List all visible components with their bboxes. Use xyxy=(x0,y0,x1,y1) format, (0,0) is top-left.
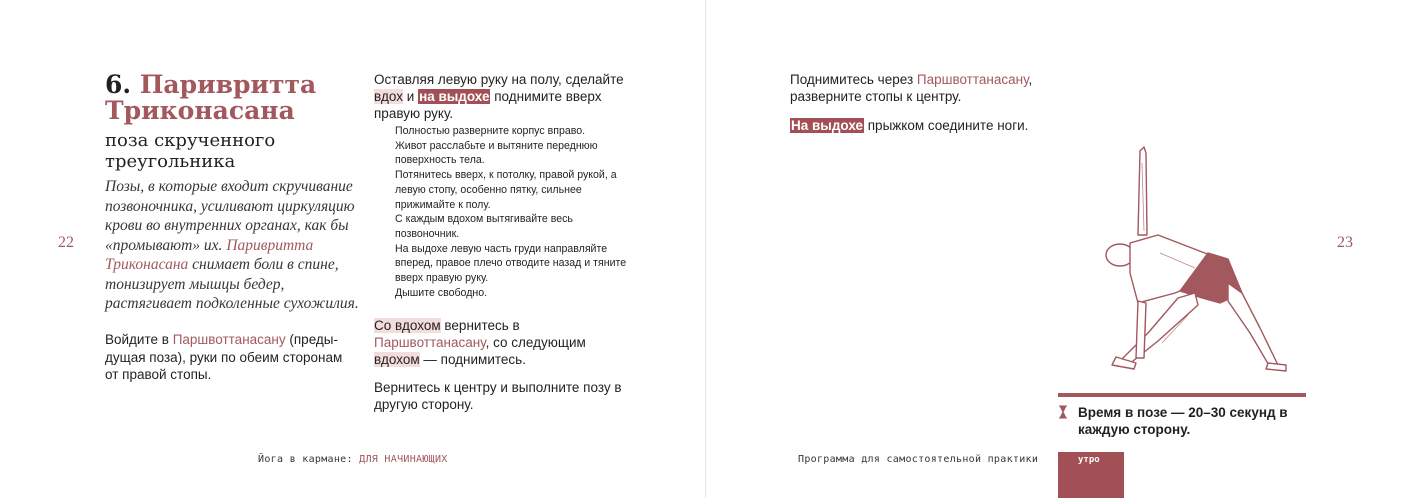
pose-link[interactable]: Паршвоттанасану xyxy=(374,335,486,351)
detail-item: На выдохе левую часть груди направляйте вперед, правое плечо отводите назад и тяните вверх правую руку. xyxy=(395,242,627,285)
hold-time-text: Время в позе — 20–30 секунд в каждую сторону. xyxy=(1078,405,1288,437)
book-spine xyxy=(705,0,706,498)
detail-item: Дышите свободно. xyxy=(395,286,488,299)
pose-subtitle: поза скрученного треугольника xyxy=(105,130,276,172)
pose-number: 6. xyxy=(105,70,132,99)
pose-title xyxy=(105,72,345,172)
detail-item: Потянитесь вверх, к потолку, правой рукой, а левую стопу, особенно пятку, сильнее прижимайте к полу. xyxy=(395,169,617,211)
section-tab-label: утро xyxy=(1078,455,1100,465)
hourglass-icon xyxy=(1058,405,1068,419)
exhale-highlight: На выдохе xyxy=(791,118,863,133)
yoga-triangle-pose-illustration xyxy=(1100,143,1290,373)
step-raise-arm: Оставляя левую руку на полу, сделайте вдох и на выдохе поднимите вверх правую руку. xyxy=(374,72,624,121)
time-divider xyxy=(1058,393,1306,397)
intro-paragraph: Позы, в которые входит скручивание позвоночника, усиливают циркуляцию крови во внутренних органах, как бы «промывают» их. Паривритта Триконасана снимает боли в спине, тонизирует мышцы бедер, растягивает подколенные сухожилия. xyxy=(105,178,359,312)
detail-list xyxy=(395,124,634,300)
footer-book-title: Йога в кармане: ДЛЯ НАЧИНАЮЩИХ xyxy=(258,454,448,465)
page-number-right: 23 xyxy=(1337,234,1353,251)
step-other-side: Вернитесь к центру и выполните позу в другую сторону. xyxy=(374,380,622,413)
pose-link[interactable]: Паршвоттанасану xyxy=(916,72,1029,87)
pose-name-ref: Паривритта Триконасана xyxy=(105,236,314,273)
section-tab-morning xyxy=(1058,452,1124,498)
entry-instruction: Войдите в Паршвоттанасану (предыдущая поза), руки по обеим сторонам от правой стопы. xyxy=(105,332,343,382)
inhale-highlight: вдох xyxy=(374,89,404,104)
pose-link[interactable]: Паршвоттанасану xyxy=(172,332,286,347)
detail-item: Полностью разверните корпус вправо. xyxy=(395,125,586,137)
exhale-highlight: на выдохе xyxy=(419,89,490,104)
footer-program-title: Программа для самостоятельной практики xyxy=(798,454,1039,465)
step-rise: Поднимитесь через Паршвоттанасану, разверните стопы к центру. xyxy=(790,72,1033,104)
detail-item: С каждым вдохом вытягивайте весь позвоночник. xyxy=(395,213,573,240)
instruction-column xyxy=(374,71,634,413)
pose-name: Паривритта Триконасана xyxy=(105,70,317,125)
inhale-highlight: вдохом xyxy=(374,352,420,368)
detail-item: Живот расслабьте и вытяните переднюю поверхность тела. xyxy=(395,139,598,167)
step-return: Со вдохом вернитесь в Паршвоттанасану, со следующим вдохом — поднимитесь. xyxy=(374,318,586,368)
page-number-left: 22 xyxy=(58,234,74,251)
inhale-highlight: Со вдохом xyxy=(374,318,441,334)
step-jump: На выдохе прыжком соедините ноги. xyxy=(791,118,1029,133)
instruction-column-right xyxy=(790,71,1045,134)
